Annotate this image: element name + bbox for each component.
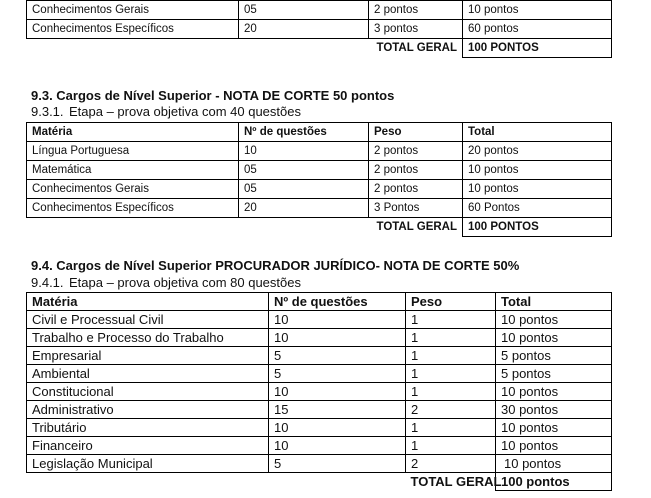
cell-materia: Financeiro bbox=[27, 437, 269, 455]
blank-cell bbox=[239, 218, 369, 237]
cell-total: 10 pontos bbox=[496, 383, 612, 401]
cell-total: 10 pontos bbox=[496, 311, 612, 329]
table-row bbox=[27, 455, 612, 473]
cell-peso: 2 bbox=[406, 455, 496, 473]
cell-materia: Legislação Municipal bbox=[27, 455, 269, 473]
cell-questoes: 05 bbox=[239, 1, 369, 20]
table-header-row bbox=[27, 123, 612, 142]
header-total: Total bbox=[496, 293, 612, 311]
cell-total: 5 pontos bbox=[496, 365, 612, 383]
cell-total: 10 pontos bbox=[496, 437, 612, 455]
table-row bbox=[27, 311, 612, 329]
total-row bbox=[27, 218, 612, 237]
cell-total: 5 pontos bbox=[496, 347, 612, 365]
cell-questoes: 5 bbox=[269, 455, 406, 473]
table-row bbox=[27, 20, 612, 39]
section-heading-9-3: 9.3. Cargos de Nível Superior - NOTA DE CORTE 50 pontos bbox=[31, 88, 395, 103]
cell-total: 10 pontos bbox=[496, 419, 612, 437]
blank-cell bbox=[269, 473, 406, 491]
table-row bbox=[27, 142, 612, 161]
total-row bbox=[27, 473, 612, 491]
cell-questoes: 20 bbox=[239, 20, 369, 39]
total-geral-label: TOTAL GERAL bbox=[410, 474, 502, 490]
table-row bbox=[27, 1, 612, 20]
cell-questoes: 20 bbox=[239, 199, 369, 218]
section-heading-9-4: 9.4. Cargos de Nível Superior PROCURADOR JURÍDICO- NOTA DE CORTE 50% bbox=[31, 258, 520, 273]
blank-cell bbox=[27, 39, 239, 58]
cell-peso: 1 bbox=[406, 437, 496, 455]
cell-peso: 1 bbox=[406, 311, 496, 329]
total-geral-label: TOTAL GERAL bbox=[376, 42, 457, 55]
cell-peso: 1 bbox=[406, 347, 496, 365]
cell-questoes: 10 bbox=[269, 383, 406, 401]
cell-total: 10 pontos bbox=[496, 329, 612, 347]
table-row bbox=[27, 419, 612, 437]
cell-peso: 1 bbox=[406, 329, 496, 347]
cell-materia: Conhecimentos Gerais bbox=[27, 180, 239, 199]
header-peso: Peso bbox=[406, 293, 496, 311]
cell-materia: Civil e Processual Civil bbox=[27, 311, 269, 329]
table-row bbox=[27, 383, 612, 401]
cell-materia: Trabalho e Processo do Trabalho bbox=[27, 329, 269, 347]
cell-peso: 1 bbox=[406, 383, 496, 401]
header-total: Total bbox=[463, 123, 612, 142]
table-9-3 bbox=[26, 122, 612, 237]
table-row bbox=[27, 437, 612, 455]
cell-materia: Matemática bbox=[27, 161, 239, 180]
header-materia: Matéria bbox=[27, 293, 269, 311]
header-peso: Peso bbox=[369, 123, 463, 142]
cell-total: 30 pontos bbox=[496, 401, 612, 419]
blank-cell bbox=[27, 473, 269, 491]
table-row bbox=[27, 180, 612, 199]
section-subheading-9-3-1 bbox=[31, 104, 301, 119]
total-geral-label: TOTAL GERAL bbox=[376, 221, 457, 234]
cell-peso: 2 pontos bbox=[369, 1, 463, 20]
cell-total: 60 pontos bbox=[463, 20, 612, 39]
cell-questoes: 5 bbox=[269, 347, 406, 365]
cell-materia: Língua Portuguesa bbox=[27, 142, 239, 161]
cell-peso: 1 bbox=[406, 419, 496, 437]
cell-questoes: 05 bbox=[239, 161, 369, 180]
sub-number: 9.4.1. bbox=[31, 275, 64, 290]
sub-text: Etapa – prova objetiva com 40 questões bbox=[69, 104, 301, 119]
cell-peso: 1 bbox=[406, 365, 496, 383]
cell-materia: Empresarial bbox=[27, 347, 269, 365]
cell-total: 10 pontos bbox=[496, 455, 612, 473]
cell-questoes: 10 bbox=[269, 437, 406, 455]
cell-questoes: 15 bbox=[269, 401, 406, 419]
cell-total: 20 pontos bbox=[463, 142, 612, 161]
sub-number: 9.3.1. bbox=[31, 104, 64, 119]
blank-cell bbox=[27, 218, 239, 237]
cell-questoes: 5 bbox=[269, 365, 406, 383]
table-row bbox=[27, 401, 612, 419]
sub-text: Etapa – prova objetiva com 80 questões bbox=[69, 275, 301, 290]
cell-questoes: 10 bbox=[269, 311, 406, 329]
table-row bbox=[27, 329, 612, 347]
cell-materia: Constitucional bbox=[27, 383, 269, 401]
total-geral-value: 100 PONTOS bbox=[463, 218, 612, 237]
cell-peso: 2 pontos bbox=[369, 161, 463, 180]
table-row bbox=[27, 161, 612, 180]
table-row bbox=[27, 199, 612, 218]
header-questoes: Nº de questões bbox=[269, 293, 406, 311]
cell-total: 10 pontos bbox=[463, 161, 612, 180]
cell-materia: Conhecimentos Gerais bbox=[27, 1, 239, 20]
header-questoes: Nº de questões bbox=[239, 123, 369, 142]
cell-total: 10 pontos bbox=[463, 180, 612, 199]
cell-materia: Conhecimentos Específicos bbox=[27, 199, 239, 218]
cell-peso: 3 pontos bbox=[369, 20, 463, 39]
cell-materia: Conhecimentos Específicos bbox=[27, 20, 239, 39]
table-9-4 bbox=[26, 292, 612, 491]
table-header-row bbox=[27, 293, 612, 311]
total-row bbox=[27, 39, 612, 58]
cell-questoes: 10 bbox=[239, 142, 369, 161]
cell-questoes: 10 bbox=[269, 419, 406, 437]
table-prev-section bbox=[26, 0, 612, 58]
total-geral-value: 100 pontos bbox=[496, 473, 612, 491]
cell-questoes: 10 bbox=[269, 329, 406, 347]
cell-peso: 3 Pontos bbox=[369, 199, 463, 218]
cell-peso: 2 pontos bbox=[369, 142, 463, 161]
blank-cell bbox=[239, 39, 369, 58]
cell-materia: Tributário bbox=[27, 419, 269, 437]
cell-materia: Administrativo bbox=[27, 401, 269, 419]
cell-materia: Ambiental bbox=[27, 365, 269, 383]
cell-peso: 2 pontos bbox=[369, 180, 463, 199]
cell-questoes: 05 bbox=[239, 180, 369, 199]
total-geral-value: 100 PONTOS bbox=[463, 39, 612, 58]
cell-total: 60 Pontos bbox=[463, 199, 612, 218]
header-materia: Matéria bbox=[27, 123, 239, 142]
section-subheading-9-4-1 bbox=[31, 275, 301, 290]
table-row bbox=[27, 347, 612, 365]
table-row bbox=[27, 365, 612, 383]
cell-total: 10 pontos bbox=[463, 1, 612, 20]
cell-peso: 2 bbox=[406, 401, 496, 419]
